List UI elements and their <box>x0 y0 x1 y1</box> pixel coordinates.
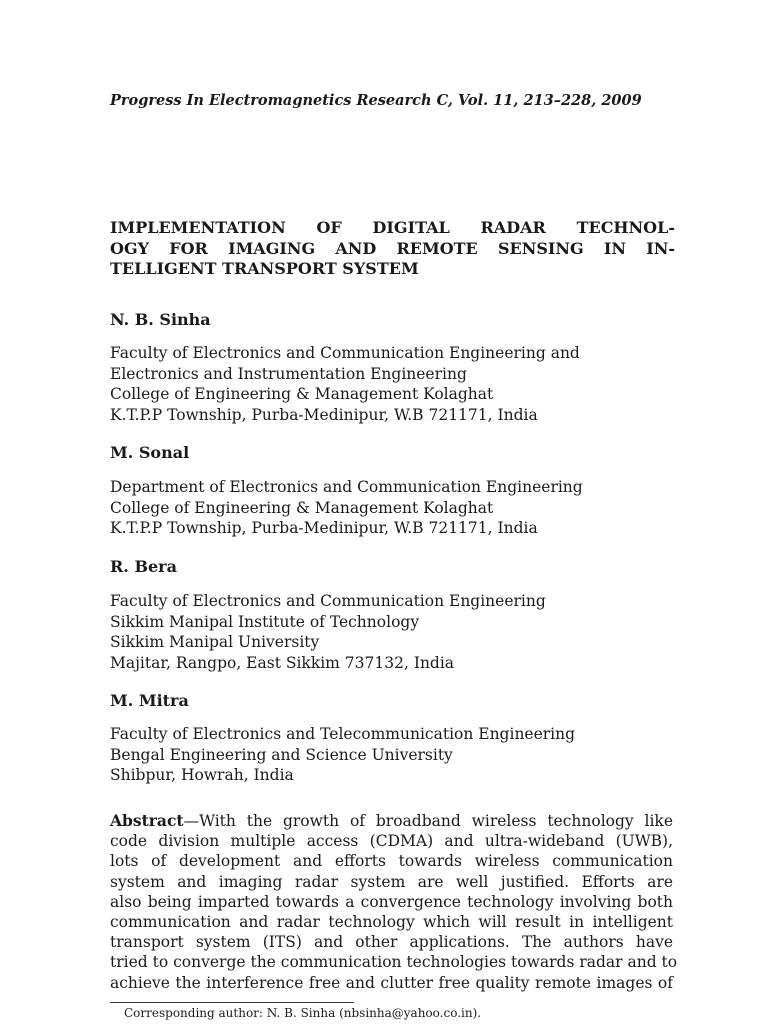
abstract-line: code division multiple access (CDMA) and ultra-wideband (UWB), <box>110 832 673 851</box>
author-name: M. Sonal <box>110 443 190 462</box>
author-affiliation <box>110 591 546 673</box>
affiliation-line: K.T.P.P Township, Purba-Medinipur, W.B 721171, India <box>110 405 538 424</box>
abstract-line: communication and radar technology which will result in intelligent <box>110 913 673 932</box>
abstract-line: transport system (ITS) and other applications. The authors have <box>110 933 673 952</box>
affiliation-line: Faculty of Electronics and Communication Engineering <box>110 592 546 610</box>
affiliation-line: Shibpur, Howrah, India <box>110 766 294 784</box>
title-line: IMPLEMENTATION OF DIGITAL RADAR TECHNOL- <box>110 218 675 237</box>
abstract-line: achieve the interference free and clutter free quality remote images of <box>110 973 673 992</box>
affiliation-line: K.T.P.P Township, Purba-Medinipur, W.B 721171, India <box>110 519 538 537</box>
paper-title <box>110 218 675 280</box>
abstract-line <box>110 811 673 831</box>
footnote-divider <box>110 1002 354 1003</box>
journal-citation: Progress In Electromagnetics Research C, Vol. 11, 213–228, 2009 <box>110 92 642 109</box>
affiliation-line: College of Engineering & Management Kolaghat <box>110 385 494 403</box>
abstract-line: system and imaging radar system are well justified. Efforts are <box>110 872 673 891</box>
abstract-line: also being imparted towards a convergence technology involving both <box>110 892 673 911</box>
affiliation-line: Bengal Engineering and Science University <box>110 745 453 764</box>
affiliation-line: College of Engineering & Management Kolaghat <box>110 498 494 517</box>
title-line: TELLIGENT TRANSPORT SYSTEM <box>110 259 419 278</box>
affiliation-line: Majitar, Rangpo, East Sikkim 737132, India <box>110 653 455 672</box>
affiliation-line: Faculty of Electronics and Communication Engineering and <box>110 344 580 362</box>
author-affiliation <box>110 477 583 539</box>
title-line: OGY FOR IMAGING AND REMOTE SENSING IN IN- <box>110 238 675 258</box>
author-affiliation <box>110 343 580 425</box>
author-affiliation <box>110 724 575 786</box>
abstract <box>110 811 678 993</box>
abstract-label: Abstract <box>110 811 184 830</box>
abstract-line: tried to converge the communication technologies towards radar and to <box>110 953 678 972</box>
author-name: R. Bera <box>110 557 177 576</box>
affiliation-line: Department of Electronics and Communication Engineering <box>110 478 583 496</box>
abstract-line: lots of development and efforts towards wireless communication <box>110 852 673 871</box>
affiliation-line: Sikkim Manipal Institute of Technology <box>110 612 420 631</box>
author-name: M. Mitra <box>110 691 189 710</box>
affiliation-line: Electronics and Instrumentation Engineering <box>110 364 467 383</box>
footnote: Corresponding author: N. B. Sinha (nbsinha@yahoo.co.in). <box>124 1006 482 1020</box>
author-name: N. B. Sinha <box>110 310 211 329</box>
abstract-text: —With the growth of broadband wireless technology like <box>183 812 673 830</box>
affiliation-line: Sikkim Manipal University <box>110 633 320 651</box>
affiliation-line: Faculty of Electronics and Telecommunication Engineering <box>110 725 576 743</box>
